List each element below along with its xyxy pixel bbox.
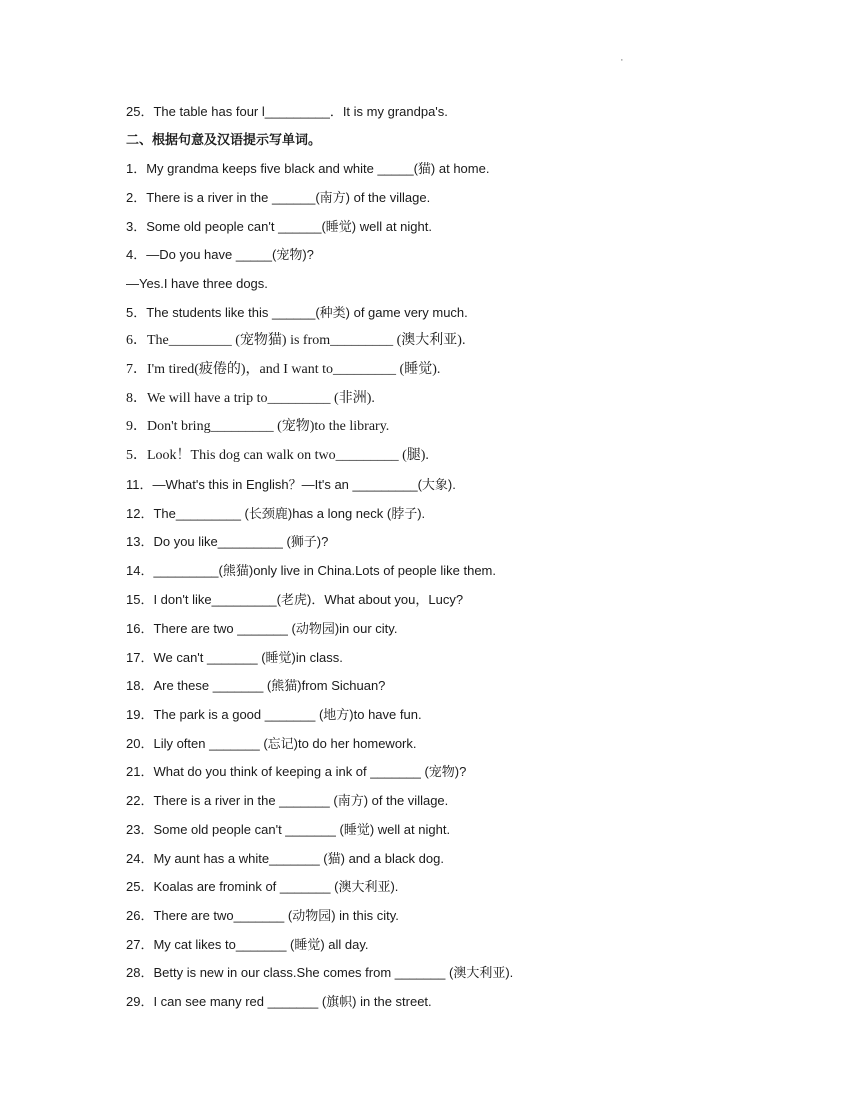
exercise-line: 7．I'm tired(疲倦的)，and I want to_________ (睡觉). <box>126 362 441 377</box>
exercise-line: 17．We can't _______ (睡觉)in class. <box>126 650 343 665</box>
exercise-line: 28．Betty is new in our class.She comes from _______ (澳大利亚). <box>126 965 514 980</box>
section-heading: 二、根据句意及汉语提示写单词。 <box>126 132 322 147</box>
exercise-line: 18．Are these _______ (熊猫)from Sichuan? <box>126 678 386 693</box>
exercise-line: 2．There is a river in the ______(南方) of the village. <box>126 190 431 205</box>
exercise-line: 26．There are two_______ (动物园) in this city. <box>126 908 399 923</box>
exercise-line: 8．We will have a trip to_________ (非洲). <box>126 391 375 406</box>
exercise-line: 21．What do you think of keeping a ink of _______ (宠物)? <box>126 764 467 779</box>
exercise-line: 9．Don't bring_________ (宠物)to the library. <box>126 419 390 434</box>
exercise-line: 13．Do you like_________ (狮子)? <box>126 534 329 549</box>
exercise-line: 27．My cat likes to_______ (睡觉) all day. <box>126 937 369 952</box>
page-mark: · <box>620 54 624 66</box>
exercise-line: 1．My grandma keeps five black and white _____(猫) at home. <box>126 161 490 176</box>
exercise-line: 15．I don't like_________(老虎)．What about you，Lucy? <box>126 592 464 607</box>
exercise-line: 20．Lily often _______ (忘记)to do her homework. <box>126 736 417 751</box>
exercise-line: 24．My aunt has a white_______ (猫) and a black dog. <box>126 851 444 866</box>
exercise-line: 5．Look！This dog can walk on two_________ (腿). <box>126 448 429 463</box>
exercise-line: 12．The_________ (长颈鹿)has a long neck (脖子). <box>126 506 426 521</box>
exercise-line: 29．I can see many red _______ (旗帜) in the street. <box>126 994 432 1009</box>
exercise-line: 6．The_________ (宠物猫) is from_________ (澳大利亚). <box>126 333 466 348</box>
exercise-line: 5．The students like this ______(种类) of game very much. <box>126 305 468 320</box>
exercise-line: —Yes.I have three dogs. <box>126 276 268 291</box>
exercise-line: 3．Some old people can't ______(睡觉) well at night. <box>126 219 432 234</box>
exercise-line: 25．The table has four l_________．It is my grandpa's. <box>126 104 448 119</box>
exercise-line: 22．There is a river in the _______ (南方) of the village. <box>126 793 449 808</box>
exercise-line: 11．—What's this in English？—It's an _________(大象). <box>126 477 456 492</box>
exercise-line: 16．There are two _______ (动物园)in our city. <box>126 621 398 636</box>
exercise-line: 4．—Do you have _____(宠物)? <box>126 247 314 262</box>
exercise-line: 19．The park is a good _______ (地方)to have fun. <box>126 707 422 722</box>
exercise-line: 23．Some old people can't _______ (睡觉) well at night. <box>126 822 451 837</box>
exercise-line: 25．Koalas are fromink of _______ (澳大利亚). <box>126 879 399 894</box>
exercise-line: 14．_________(熊猫)only live in China.Lots of people like them. <box>126 563 496 578</box>
